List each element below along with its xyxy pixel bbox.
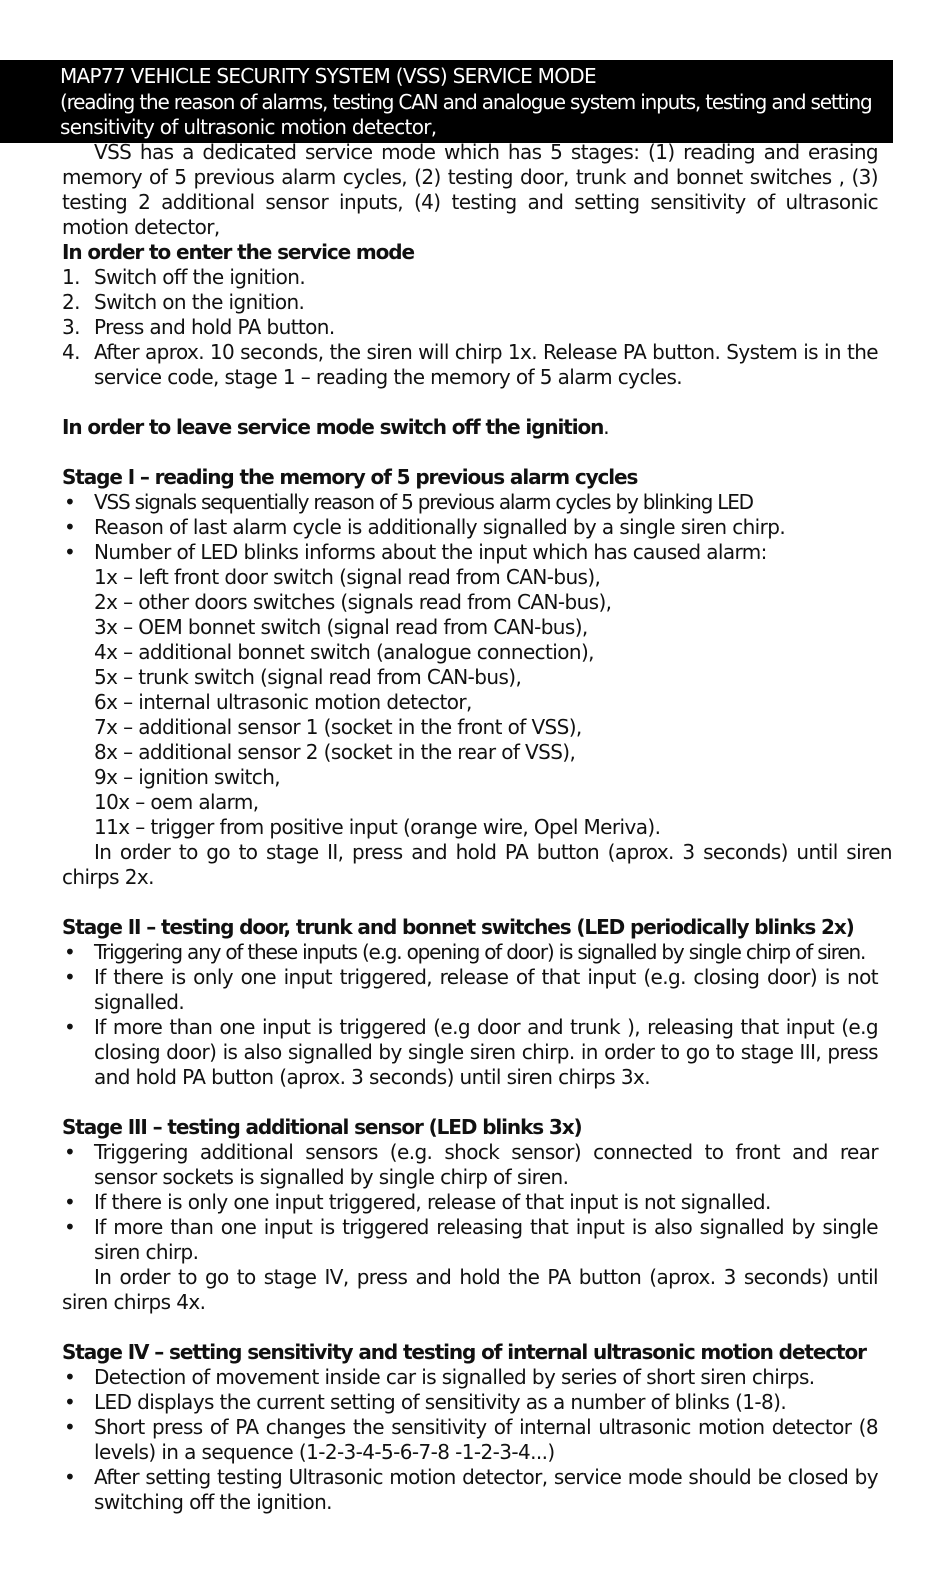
- step-item: [62, 315, 878, 340]
- bullet-item: • LED displays the current setting of sensitivity as a number of blinks (1-8).: [62, 1390, 878, 1415]
- bullet-item: • Detection of movement inside car is signalled by series of short siren chirps.: [62, 1365, 878, 1390]
- document-subtitle-line1: (reading the reason of alarms, testing CAN and analogue system inputs, testing and setting: [60, 89, 872, 114]
- step-item: [62, 265, 878, 290]
- step-number: 3.: [62, 315, 80, 339]
- stage2-bullet-list: [62, 940, 878, 1090]
- document-body: [62, 140, 892, 1515]
- leave-period: .: [603, 415, 610, 439]
- bullet-item: • If more than one input is triggered (e.g door and trunk ), releasing that input (e.g closing door) is also signalled by single siren chirp. in order to go to stage III, press and hold PA button (aprox. 3 seconds) until siren chirps 3x.: [62, 1015, 878, 1090]
- stage4-bullet-list: [62, 1365, 878, 1515]
- bullet-item: • After setting testing Ultrasonic motion detector, service mode should be closed by switching off the ignition.: [62, 1465, 878, 1515]
- alarm-code-item: 5x – trunk switch (signal read from CAN-bus),: [94, 665, 522, 689]
- stage3-next-paragraph: In order to go to stage IV, press and hold the PA button (aprox. 3 seconds) until siren chirps 4x.: [62, 1265, 878, 1314]
- alarm-code-item: 10x – oem alarm,: [94, 790, 259, 814]
- alarm-code-item: 9x – ignition switch,: [94, 765, 281, 789]
- alarm-code-item: 8x – additional sensor 2 (socket in the rear of VSS),: [94, 740, 576, 764]
- leave-paragraph: [62, 415, 878, 440]
- bullet-item: • If there is only one input triggered, release of that input is not signalled.: [62, 1190, 878, 1215]
- alarm-code-item: 1x – left front door switch (signal read from CAN-bus),: [94, 565, 601, 589]
- alarm-code-item: 7x – additional sensor 1 (socket in the front of VSS),: [94, 715, 582, 739]
- step-number: 1.: [62, 265, 80, 289]
- enter-steps-list: [62, 265, 878, 390]
- leave-heading: In order to leave service mode switch off the ignition: [62, 415, 604, 439]
- step-text: Press and hold PA button.: [94, 315, 335, 339]
- stage1-bullet-list: [62, 490, 878, 565]
- step-number: 4.: [62, 340, 80, 364]
- bullet-item: • Number of LED blinks informs about the input which has caused alarm:: [62, 540, 878, 565]
- stage2-heading: Stage II – testing door, trunk and bonnet switches (LED periodically blinks 2x): [62, 915, 854, 939]
- alarm-code-list: [62, 565, 878, 840]
- alarm-code-item: 11x – trigger from positive input (orange wire, Opel Meriva).: [94, 815, 661, 839]
- bullet-item: • Triggering additional sensors (e.g. shock sensor) connected to front and rear sensor sockets is signalled by single chirp of siren.: [62, 1140, 878, 1190]
- alarm-code-item: 4x – additional bonnet switch (analogue connection),: [94, 640, 594, 664]
- stage4-heading: Stage IV – setting sensitivity and testing of internal ultrasonic motion detector: [62, 1340, 866, 1364]
- step-text: Switch on the ignition.: [94, 290, 305, 314]
- bullet-item: • Triggering any of these inputs (e.g. opening of door) is signalled by single chirp of siren.: [62, 940, 878, 965]
- alarm-code-item: 6x – internal ultrasonic motion detector,: [94, 690, 472, 714]
- bullet-item: • Short press of PA changes the sensitivity of internal ultrasonic motion detector (8 levels) in a sequence (1-2-3-4-5-6-7-8 -1-2-3-4...): [62, 1415, 878, 1465]
- bullet-item: • If there is only one input triggered, release of that input (e.g. closing door) is not signalled.: [62, 965, 878, 1015]
- document-header: [0, 60, 893, 143]
- stage1-heading: Stage I – reading the memory of 5 previous alarm cycles: [62, 465, 638, 489]
- intro-paragraph: VSS has a dedicated service mode which has 5 stages: (1) reading and erasing memory of 5 previous alarm cycles, (2) testing door, trunk and bonnet switches , (3) testing 2 additional sensor inputs, (4) testing and setting sensitivity of ultrasonic motion detector,: [62, 140, 878, 239]
- step-text: Switch off the ignition.: [94, 265, 306, 289]
- stage1-next-paragraph: In order to go to stage II, press and hold PA button (aprox. 3 seconds) until siren chirps 2x.: [62, 840, 892, 889]
- enter-heading: In order to enter the service mode: [62, 240, 414, 264]
- stage3-heading: Stage III – testing additional sensor (LED blinks 3x): [62, 1115, 582, 1139]
- step-text: After aprox. 10 seconds, the siren will chirp 1x. Release PA button. System is in the service code, stage 1 – reading the memory of 5 alarm cycles.: [94, 340, 878, 389]
- bullet-item: • VSS signals sequentially reason of 5 previous alarm cycles by blinking LED: [62, 490, 878, 515]
- bullet-item: • Reason of last alarm cycle is additionally signalled by a single siren chirp.: [62, 515, 878, 540]
- document-subtitle-line2: sensitivity of ultrasonic motion detector,: [60, 115, 437, 139]
- step-number: 2.: [62, 290, 80, 314]
- step-item: [62, 290, 878, 315]
- alarm-code-item: 3x – OEM bonnet switch (signal read from CAN-bus),: [94, 615, 588, 639]
- stage3-bullet-list: [62, 1140, 878, 1265]
- document-title: MAP77 VEHICLE SECURITY SYSTEM (VSS) SERVICE MODE: [60, 64, 596, 88]
- step-item: [62, 340, 878, 390]
- alarm-code-item: 2x – other doors switches (signals read from CAN-bus),: [94, 590, 612, 614]
- bullet-item: • If more than one input is triggered releasing that input is also signalled by single siren chirp.: [62, 1215, 878, 1265]
